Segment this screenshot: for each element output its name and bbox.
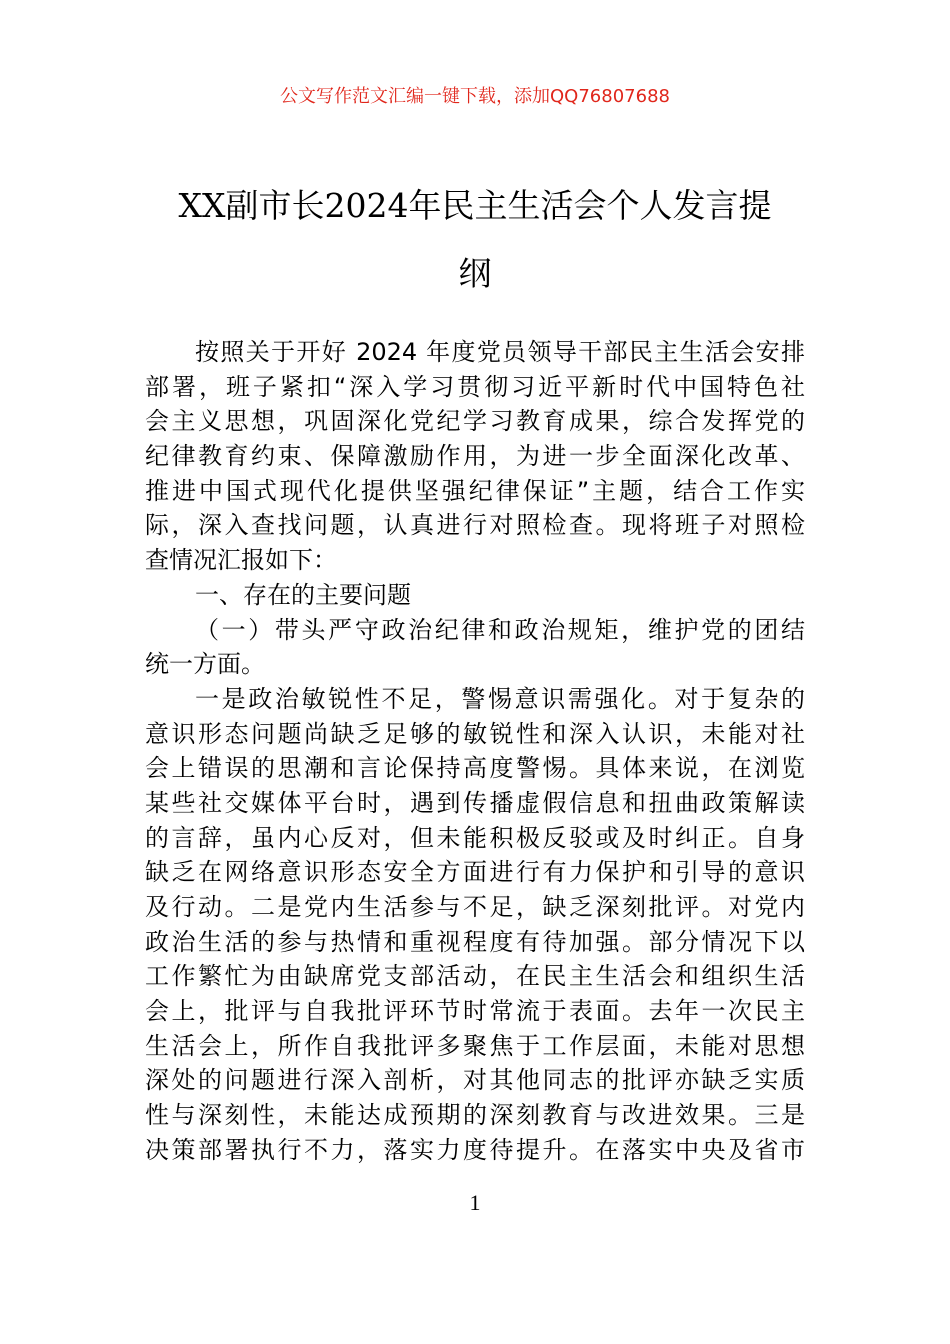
- text-line: 统一方面。: [145, 650, 265, 679]
- text-line: 一是政治敏锐性不足，警惕意识需强化。对于复杂的: [195, 684, 805, 713]
- title-line-2: 纲: [458, 254, 492, 293]
- text-line: 一、存在的主要问题: [195, 580, 411, 609]
- text-line: 意识形态问题尚缺乏足够的敏锐性和深入认识，未能对社: [145, 719, 805, 748]
- text-line: 性与深刻性，未能达成预期的深刻教育与改进效果。三是: [145, 1101, 805, 1130]
- text-line: 际，深入查找问题，认真进行对照检查。现将班子对照检: [145, 511, 805, 540]
- paragraph: [145, 682, 805, 1168]
- text-line: 深处的问题进行深入剖析，对其他同志的批评亦缺乏实质: [145, 1066, 805, 1095]
- paragraph: [145, 578, 805, 613]
- text-line: 会上错误的思潮和言论保持高度警惕。具体来说，在浏览: [145, 754, 805, 783]
- text-line: 决策部署执行不力，落实力度待提升。在落实中央及省市: [145, 1135, 805, 1164]
- document-body: [145, 335, 805, 1168]
- text-line: 某些社交媒体平台时，遇到传播虚假信息和扭曲政策解读: [145, 788, 805, 817]
- text-line: 政治生活的参与热情和重视程度有待加强。部分情况下以: [145, 927, 805, 956]
- paragraph: [145, 335, 805, 578]
- text-line: （一）带头严守政治纪律和政治规矩，维护党的团结: [195, 615, 805, 644]
- paragraph: [145, 613, 805, 682]
- text-line: 推进中国式现代化提供坚强纪律保证”主题，结合工作实: [145, 476, 805, 505]
- document-title: [140, 172, 810, 308]
- text-line: 纪律教育约束、保障激励作用，为进一步全面深化改革、: [145, 442, 805, 471]
- text-line: 及行动。二是党内生活参与不足，缺乏深刻批评。对党内: [145, 893, 805, 921]
- text-line: 生活会上，所作自我批评多聚焦于工作层面，未能对思想: [145, 1031, 805, 1060]
- text-line: 缺乏在网络意识形态安全方面进行有力保护和引导的意识: [145, 858, 805, 887]
- title-line-1: XX副市长2024年民主生活会个人发言提: [178, 186, 772, 225]
- page-number: 1: [469, 1190, 481, 1215]
- text-line: 会主义思想，巩固深化党纪学习教育成果，综合发挥党的: [145, 407, 805, 436]
- text-line: 按照关于开好 2024 年度党员领导干部民主生活会安排: [195, 338, 805, 366]
- text-line: 部署，班子紧扣“深入学习贯彻习近平新时代中国特色社: [145, 372, 805, 401]
- promo-banner: 公文写作范文汇编一键下载，添加QQ76807688: [280, 86, 670, 107]
- text-line: 工作繁忙为由缺席党支部活动，在民主生活会和组织生活: [145, 962, 805, 991]
- text-line: 查情况汇报如下：: [145, 546, 337, 575]
- text-line: 的言辞，虽内心反对，但未能积极反驳或及时纠正。自身: [145, 823, 805, 852]
- text-line: 会上，批评与自我批评环节时常流于表面。去年一次民主: [145, 997, 805, 1026]
